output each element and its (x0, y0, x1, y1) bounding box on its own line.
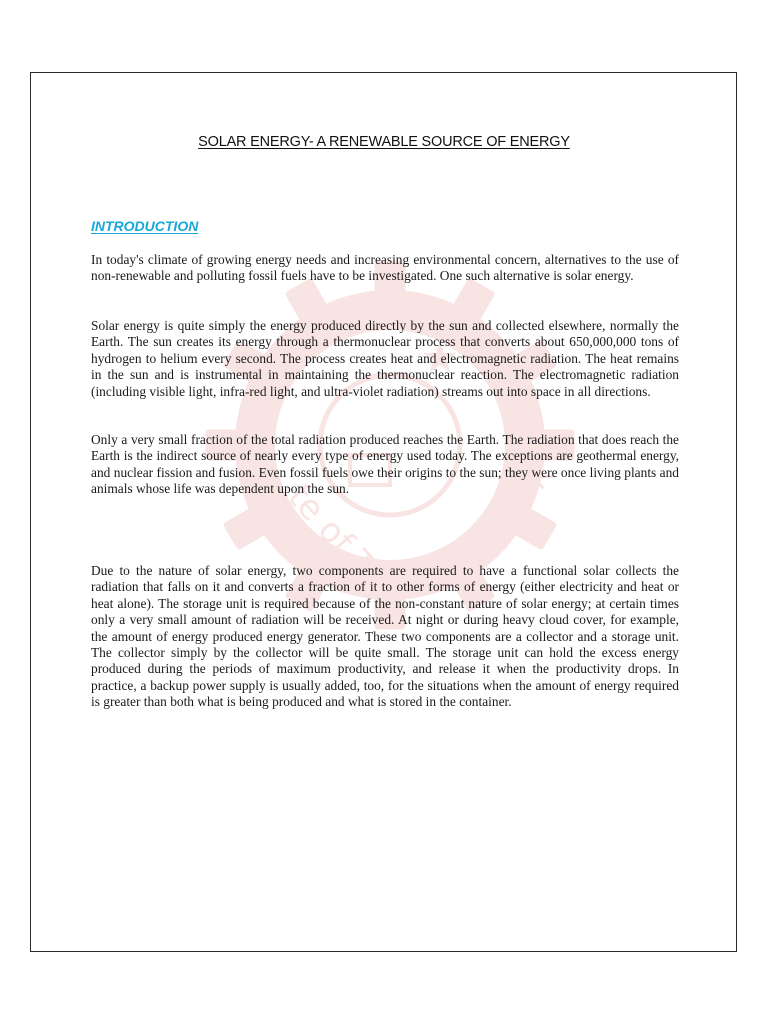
paragraph-1: In today's climate of growing energy needs and increasing environmental concern, alternatives to the use of non-renewable and polluting fossil fuels have to be investigated. One such alternative is solar energy. (91, 252, 679, 284)
page-border (30, 72, 737, 952)
paragraph-2: Solar energy is quite simply the energy produced directly by the sun and collected elsewhere, normally the Earth. The sun creates its energy through a thermonuclear process that converts about 650,000,000 tons of hydrogen to helium every second. The process creates heat and electromagnetic radiation. The heat remains in the sun and is instrumental in maintaining the thermonuclear reaction. The electromagnetic radiation (including visible light, infra-red light, and ultra-violet radiation) streams out into space in all directions. (91, 318, 679, 399)
paragraph-3: Only a very small fraction of the total radiation produced reaches the Earth. The radiation that does reach the Earth is the indirect source of nearly every type of energy used today. The exceptions are geothermal energy, and nuclear fission and fusion. Even fossil fuels owe their origins to the sun; they were once living plants and animals whose life was dependent upon the sun. (91, 432, 679, 497)
document-title: SOLAR ENERGY- A RENEWABLE SOURCE OF ENERGY (198, 134, 570, 150)
watermark-text-right: chnic, K (442, 454, 562, 581)
watermark-text-left: te of Te (279, 476, 393, 597)
section-heading-introduction: INTRODUCTION (91, 218, 199, 234)
paragraph-4: Due to the nature of solar energy, two components are required to have a functional solar collects the radiation that falls on it and converts a fraction of it to other forms of energy (either electricity and heat or heat alone). The storage unit is required because of the non-constant nature of solar energy; at certain times only a very small amount of radiation will be received. At night or during heavy cloud cover, for example, the amount of energy produced energy generator. These two components are a collector and a storage unit. The collector simply by the collector will be quite small. The storage unit can hold the excess energy produced during the periods of maximum productivity, and release it when the productivity drops. In practice, a backup power supply is usually added, too, for the situations when the amount of energy required is greater than both what is being produced and what is stored in the container. (91, 563, 679, 710)
